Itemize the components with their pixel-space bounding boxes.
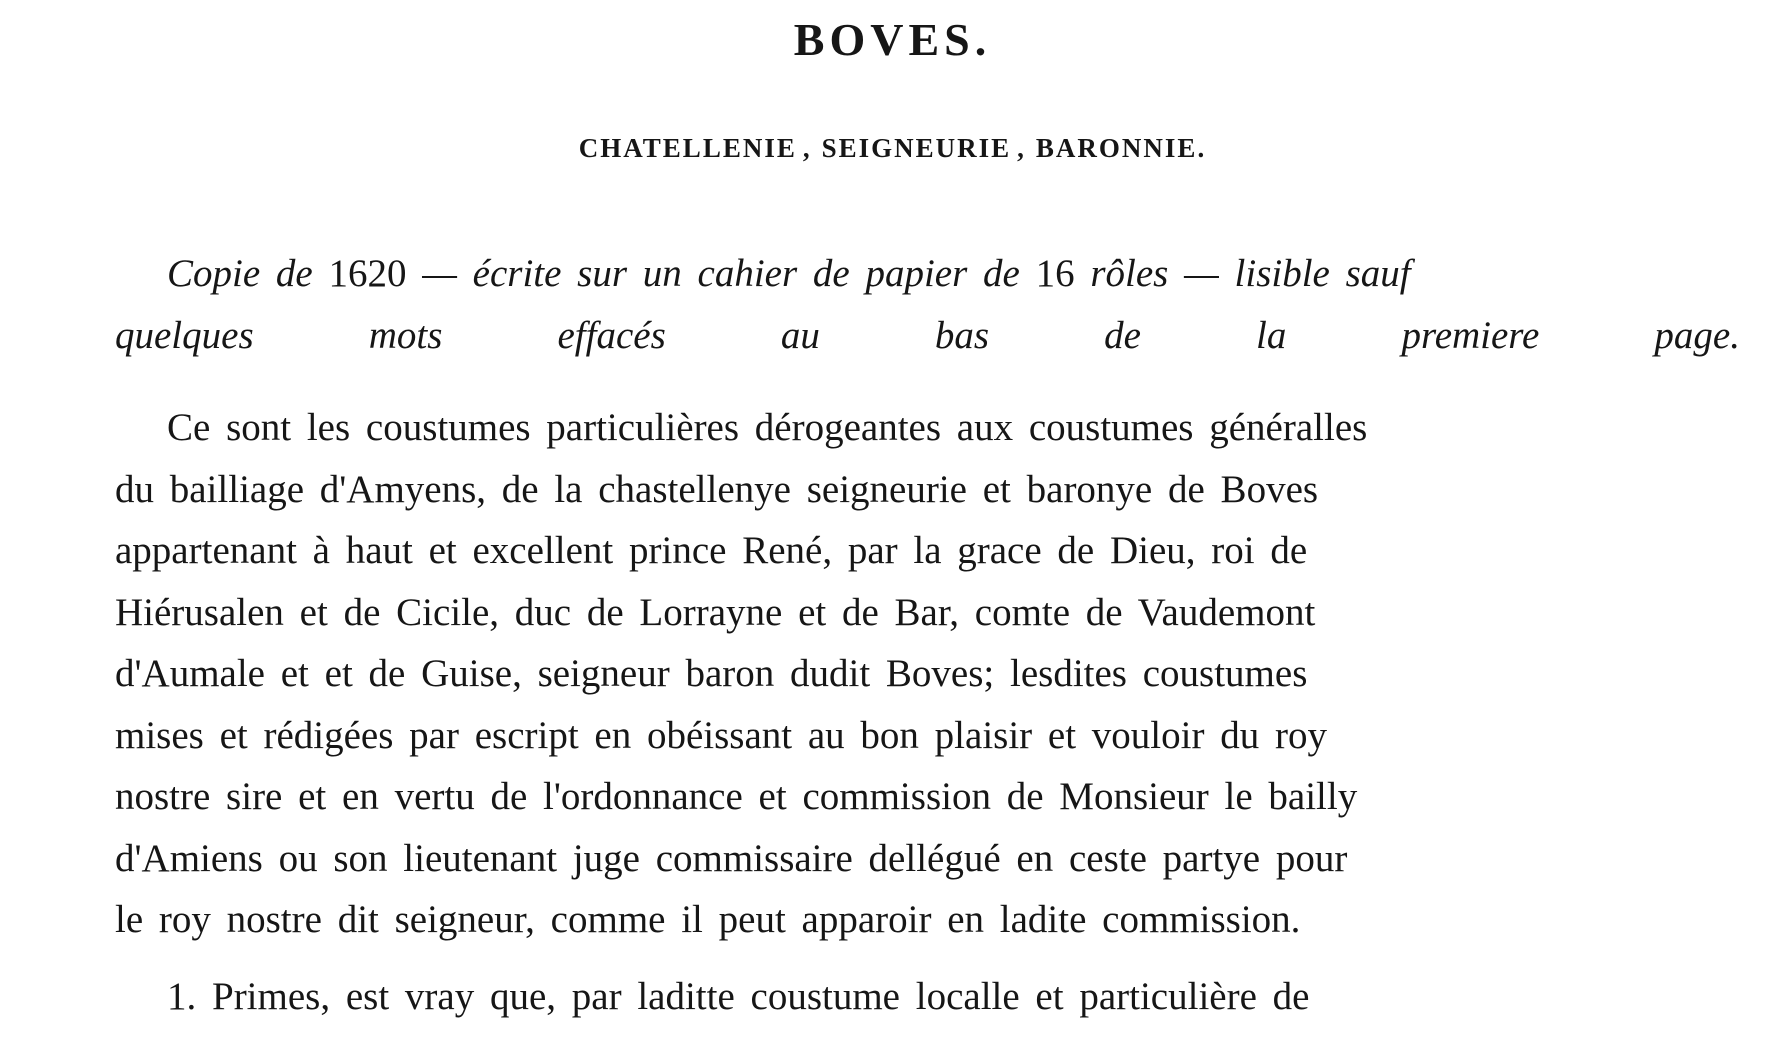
page-title: BOVES.	[793, 14, 992, 65]
paragraph-line: mises et rédigées par escript en obéissant au bon plaisir et vouloir du roy	[115, 713, 1327, 757]
subtitle-part-baronnie: BARONNIE.	[1035, 133, 1207, 163]
source-note-text: rôles — lisible sauf	[1074, 252, 1411, 295]
subtitle-part-seigneurie: SEIGNEURIE	[821, 133, 1012, 163]
paragraph-line: nostre sire et en vertu de l'ordonnance et commission de Monsieur le bailly	[115, 775, 1358, 818]
paragraph-line: appartenant à haut et excellent prince René, par la grace de Dieu, roi de	[115, 529, 1308, 572]
subtitle-separator: ,	[1017, 133, 1026, 163]
article-line: 1. Primes, est vray que, par laditte coustume localle et particulière de	[167, 975, 1310, 1018]
source-note-line	[115, 243, 1740, 305]
source-note-text: Copie de	[167, 252, 329, 295]
source-note-line: quelques mots effacés au bas de la premiere page.	[115, 314, 1740, 357]
paragraph-line: le roy nostre dit seigneur, comme il peut apparoir en ladite commission.	[115, 898, 1301, 941]
body-paragraph	[115, 397, 1740, 951]
paragraph-line: du bailliage d'Amyens, de la chastellenye seigneurie et baronye de Boves	[115, 467, 1319, 511]
paragraph-line: Hiérusalen et de Cicile, duc de Lorrayne et de Bar, comte de Vaudemont	[115, 590, 1316, 634]
source-note-year: 1620	[328, 252, 407, 295]
article-1	[115, 966, 1740, 1028]
paragraph-line: d'Aumale et et de Guise, seigneur baron dudit Boves; lesdites coustumes	[115, 652, 1308, 695]
subtitle-separator: ,	[802, 133, 812, 163]
source-note-text: — écrite sur un cahier de papier de	[406, 252, 1036, 295]
page-subtitle	[0, 130, 1785, 166]
paragraph-line: d'Amiens ou son lieutenant juge commissaire dellégué en ceste partye pour	[115, 836, 1348, 880]
source-note	[115, 243, 1740, 367]
paragraph-line: Ce sont les coustumes particulières dérogeantes aux coustumes généralles	[167, 406, 1368, 449]
subtitle-part-chatellenie: CHATELLENIE	[578, 133, 797, 163]
source-note-count: 16	[1035, 252, 1075, 295]
